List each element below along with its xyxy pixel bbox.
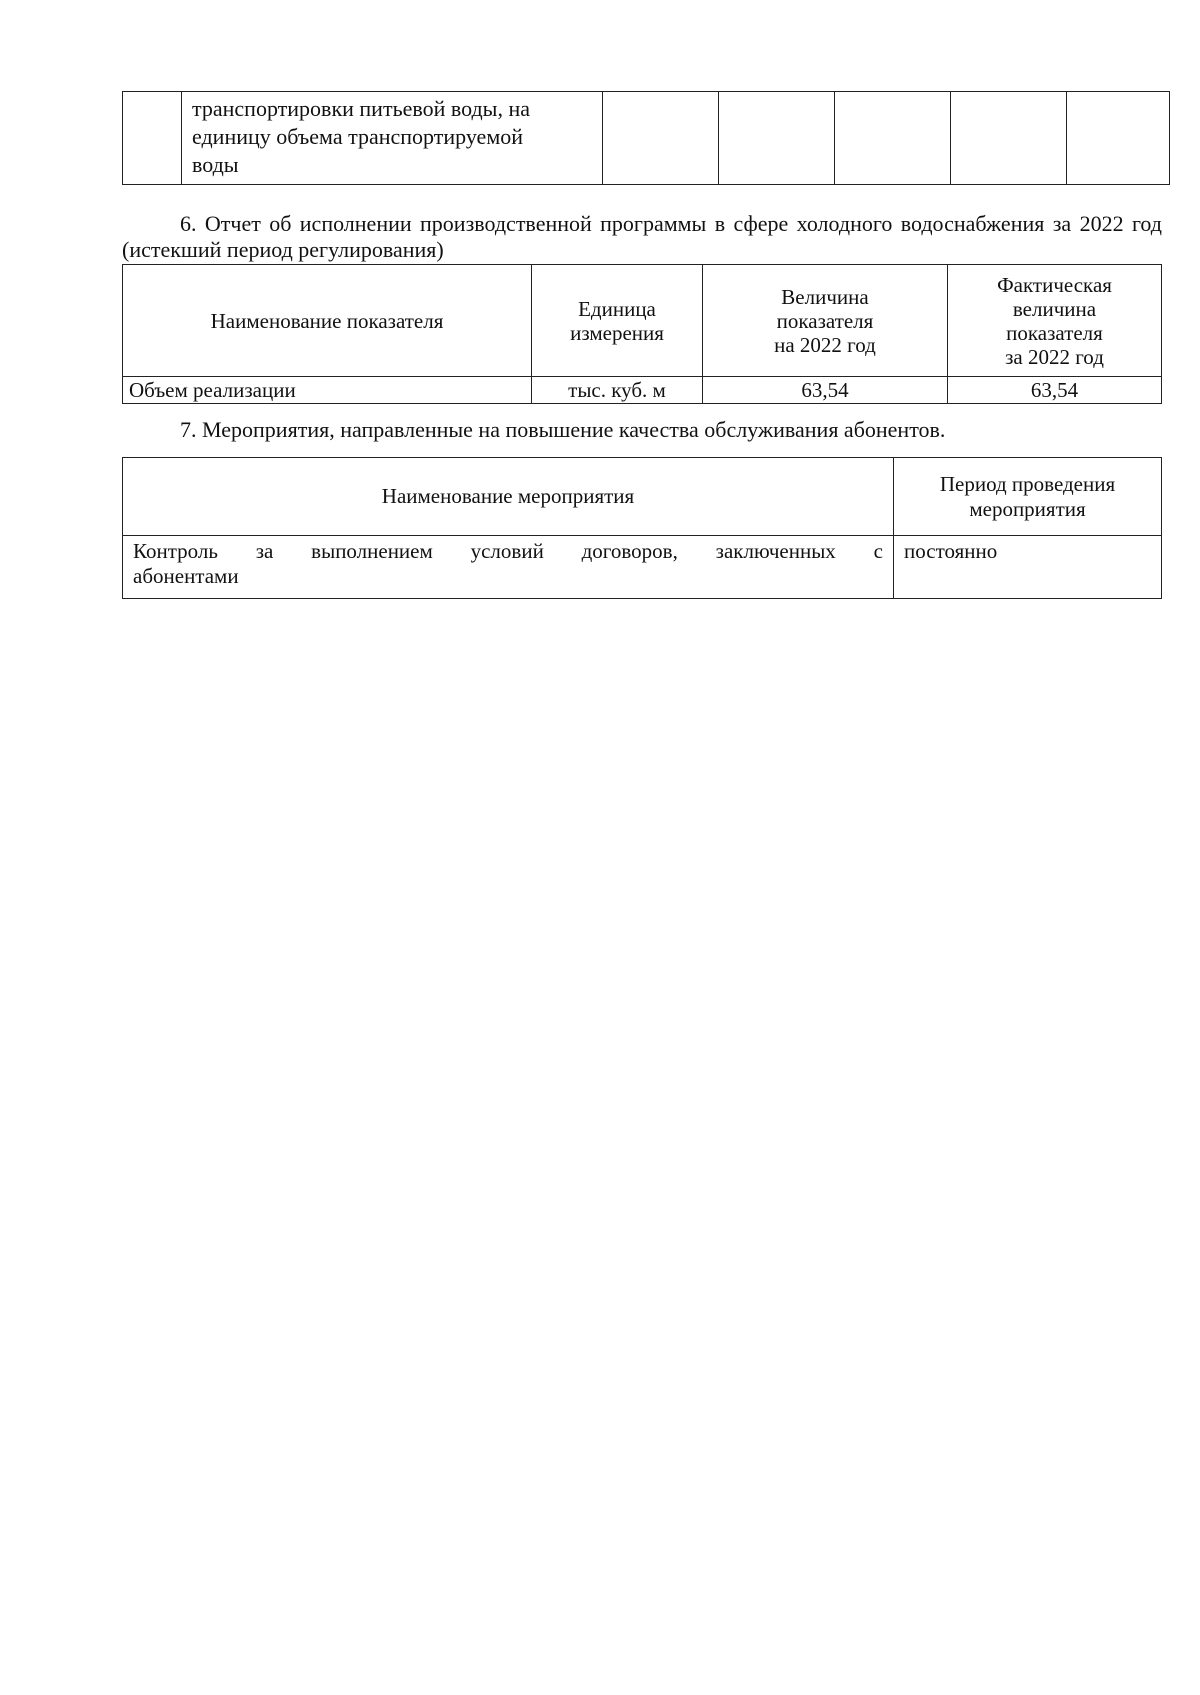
header-line: измерения <box>570 320 664 345</box>
table-cell-empty <box>1067 92 1170 185</box>
word: выполнением <box>311 539 433 563</box>
header-period <box>894 458 1162 536</box>
header-line: величина <box>1012 296 1097 321</box>
header-indicator-name: Наименование показателя <box>123 265 532 377</box>
table-cell-empty <box>603 92 719 185</box>
word: за <box>255 539 274 563</box>
cell-text-line: абонентами <box>133 564 239 588</box>
word: договоров, <box>581 539 678 563</box>
word: условий <box>470 539 544 563</box>
header-line: показателя <box>776 308 874 333</box>
cell-plan-value: 63,54 <box>703 377 948 404</box>
cell-text-line <box>133 539 883 564</box>
section-6-heading: 6. Отчет об исполнении производственной программы в сфере холодного водоснабжения за 2022 год (истекший период регулирования) <box>122 211 1162 262</box>
header-line: Единица <box>578 296 656 321</box>
table-cell-empty <box>951 92 1067 185</box>
continuation-table <box>122 91 1170 185</box>
table-cell-empty <box>835 92 951 185</box>
measures-table <box>122 457 1162 599</box>
header-unit <box>532 265 703 377</box>
table-header-row <box>123 265 1162 377</box>
header-line: на 2022 год <box>774 332 876 357</box>
header-line: Величина <box>781 284 869 309</box>
cell-period: постоянно <box>894 536 1162 599</box>
table-cell-empty <box>719 92 835 185</box>
cell-fact-value: 63,54 <box>948 377 1162 404</box>
table-row <box>123 536 1162 599</box>
word: Контроль <box>133 539 218 563</box>
cell-measure-name <box>123 536 894 599</box>
table-cell-number <box>123 92 182 185</box>
word: с <box>873 539 883 563</box>
header-line: Период проведения <box>939 471 1116 496</box>
word: заключенных <box>715 539 836 563</box>
header-plan-value <box>703 265 948 377</box>
header-measure-name: Наименование мероприятия <box>123 458 894 536</box>
header-line: мероприятия <box>969 496 1086 521</box>
header-line: показателя <box>1006 320 1103 345</box>
report-table <box>122 264 1162 404</box>
cell-text-line: единицу объема транспортируемой <box>192 124 524 149</box>
table-row <box>123 92 1170 185</box>
cell-text-line: воды <box>192 152 239 177</box>
cell-unit: тыс. куб. м <box>532 377 703 404</box>
table-header-row <box>123 458 1162 536</box>
header-line: Фактическая <box>997 272 1112 297</box>
header-fact-value <box>948 265 1162 377</box>
table-row <box>123 377 1162 404</box>
section-7-heading: 7. Мероприятия, направленные на повышение качества обслуживания абонентов. <box>180 417 946 442</box>
cell-text-line: транспортировки питьевой воды, на <box>192 96 530 121</box>
header-line: за 2022 год <box>1005 344 1104 369</box>
cell-indicator-name: Объем реализации <box>123 377 532 404</box>
table-cell-indicator <box>182 92 603 185</box>
